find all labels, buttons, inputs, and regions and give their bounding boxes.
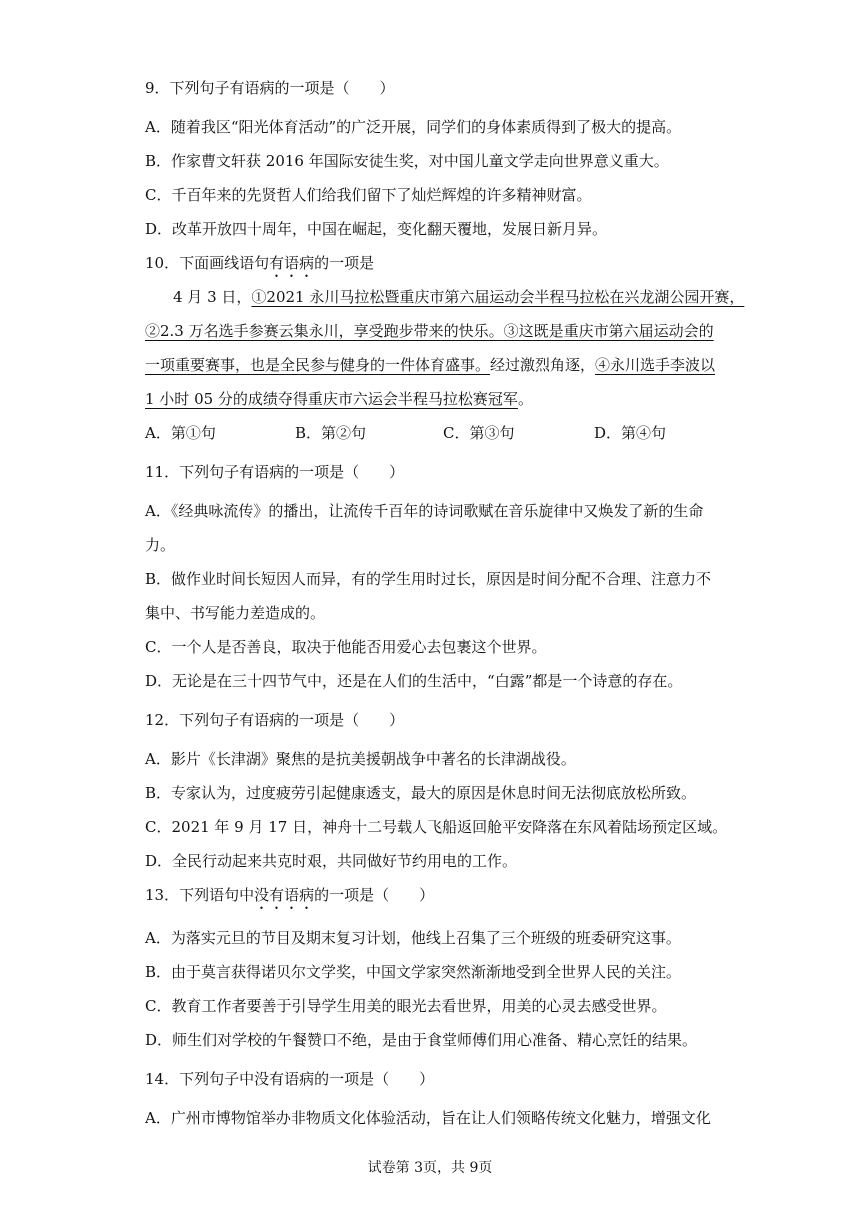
question-13-option-d: D．师生们对学校的午餐赞口不绝，是由于食堂师傅们用心准备、精心烹饪的结果。	[145, 1031, 698, 1049]
question-13-option-b: B．由于莫言获得诺贝尔文学奖，中国文学家突然渐渐地受到全世界人民的关注。	[145, 963, 682, 981]
question-10-stem	[145, 253, 374, 281]
question-10-stem-pre: 10．下面画线语句	[145, 254, 270, 272]
question-9-option-d: D．改革开放四十周年，中国在崛起，变化翻天覆地，发展日新月异。	[145, 220, 608, 238]
question-10-option-a: A．第①句	[145, 424, 216, 442]
question-9-stem: 9．下列句子有语病的一项是（ ）	[145, 79, 395, 97]
question-11-option-b-line1: B．做作业时间长短因人而异，有的学生用时过长，原因是时间分配不合理、注意力不	[145, 570, 712, 588]
page-footer: 试卷第 3页，共 9页	[367, 1160, 493, 1176]
passage-connector: 经过激烈角逐，	[490, 356, 596, 374]
question-10-emphasis: 有语病	[269, 254, 315, 272]
question-11-option-d: D．无论是在三十四节气中，还是在人们的生活中，“白露”都是一个诗意的存在。	[145, 672, 683, 690]
sentence-2: ②2.3 万名选手参赛云集永川，享受跑步带来的快乐。	[145, 322, 504, 340]
question-12-option-d: D．全民行动起来共克时艰，共同做好节约用电的工作。	[145, 852, 518, 870]
question-11-option-c: C．一个人是否善良，取决于他能否用爱心去包裹这个世界。	[145, 638, 547, 656]
question-12-option-a: A．影片《长津湖》聚焦的是抗美援朝战争中著名的长津湖战役。	[145, 750, 576, 768]
question-10-stem-post: 的一项是	[314, 254, 375, 272]
question-11-stem: 11．下列句子有语病的一项是（ ）	[145, 463, 405, 481]
question-12-stem: 12．下列句子有语病的一项是（ ）	[145, 711, 405, 729]
question-9-option-c: C．千百年来的先贤哲人们给我们留下了灿烂辉煌的许多精神财富。	[145, 186, 592, 204]
passage-period: 。	[517, 390, 533, 408]
question-13-option-a: A．为落实元旦的节目及期末复习计划，他线上召集了三个班级的班委研究这事。	[145, 929, 681, 947]
question-9-option-b: B．作家曹文轩获 2016 年国际安徒生奖，对中国儿童文学走向世界意义重大。	[145, 152, 669, 170]
sentence-3-start: ③这既是重庆市第六届运动会的	[503, 322, 714, 340]
question-11-option-a-line2: 力。	[145, 536, 176, 554]
passage-date: 4 月 3 日，	[173, 288, 252, 306]
question-12-option-b: B．专家认为，过度疲劳引起健康透支，最大的原因是休息时间无法彻底放松所致。	[145, 784, 697, 802]
question-12-option-c: C．2021 年 9 月 17 日，神舟十二号载人飞船返回舱平安降落在东风着陆场预定区域。	[145, 818, 728, 836]
passage-line-2	[145, 321, 714, 341]
question-11-option-a-line1: A．《经典咏流传》的播出，让流传千百年的诗词歌赋在音乐旋律中又焕发了新的生命	[145, 502, 704, 520]
sentence-3-end: 一项重要赛事，也是全民参与健身的一件体育盛事。	[145, 356, 491, 374]
question-13-stem	[145, 885, 434, 913]
passage-line-4	[145, 389, 533, 409]
question-13-stem-pre: 13．下列语句中	[145, 886, 255, 904]
question-13-stem-post: 的一项是（ ）	[314, 886, 435, 904]
passage-line-3	[145, 355, 715, 375]
sentence-4-start: ④永川选手李波以	[595, 356, 716, 374]
passage-line-1	[173, 287, 744, 307]
question-13-option-c: C．教育工作者要善于引导学生用美的眼光去看世界，用美的心灵去感受世界。	[145, 997, 667, 1015]
question-11-option-b-line2: 集中、书写能力差造成的。	[145, 604, 326, 622]
question-10-option-b: B．第②句	[295, 424, 367, 442]
question-9-option-a: A．随着我区“阳光体育活动”的广泛开展，同学们的身体素质得到了极大的提高。	[145, 118, 682, 136]
question-10-option-c: C．第③句	[443, 424, 515, 442]
sentence-1: ①2021 永川马拉松暨重庆市第六届运动会半程马拉松在兴龙湖公园开赛，	[251, 288, 745, 306]
question-14-option-a-line1: A．广州市博物馆举办非物质文化体验活动，旨在让人们领略传统文化魅力，增强文化	[145, 1109, 711, 1127]
question-13-emphasis: 没有语病	[254, 886, 315, 904]
question-14-stem: 14．下列句子中没有语病的一项是（ ）	[145, 1070, 435, 1088]
sentence-4-end: 1 小时 05 分的成绩夺得重庆市六运会半程马拉松赛冠军	[145, 390, 518, 408]
question-10-option-d: D．第④句	[594, 424, 667, 442]
